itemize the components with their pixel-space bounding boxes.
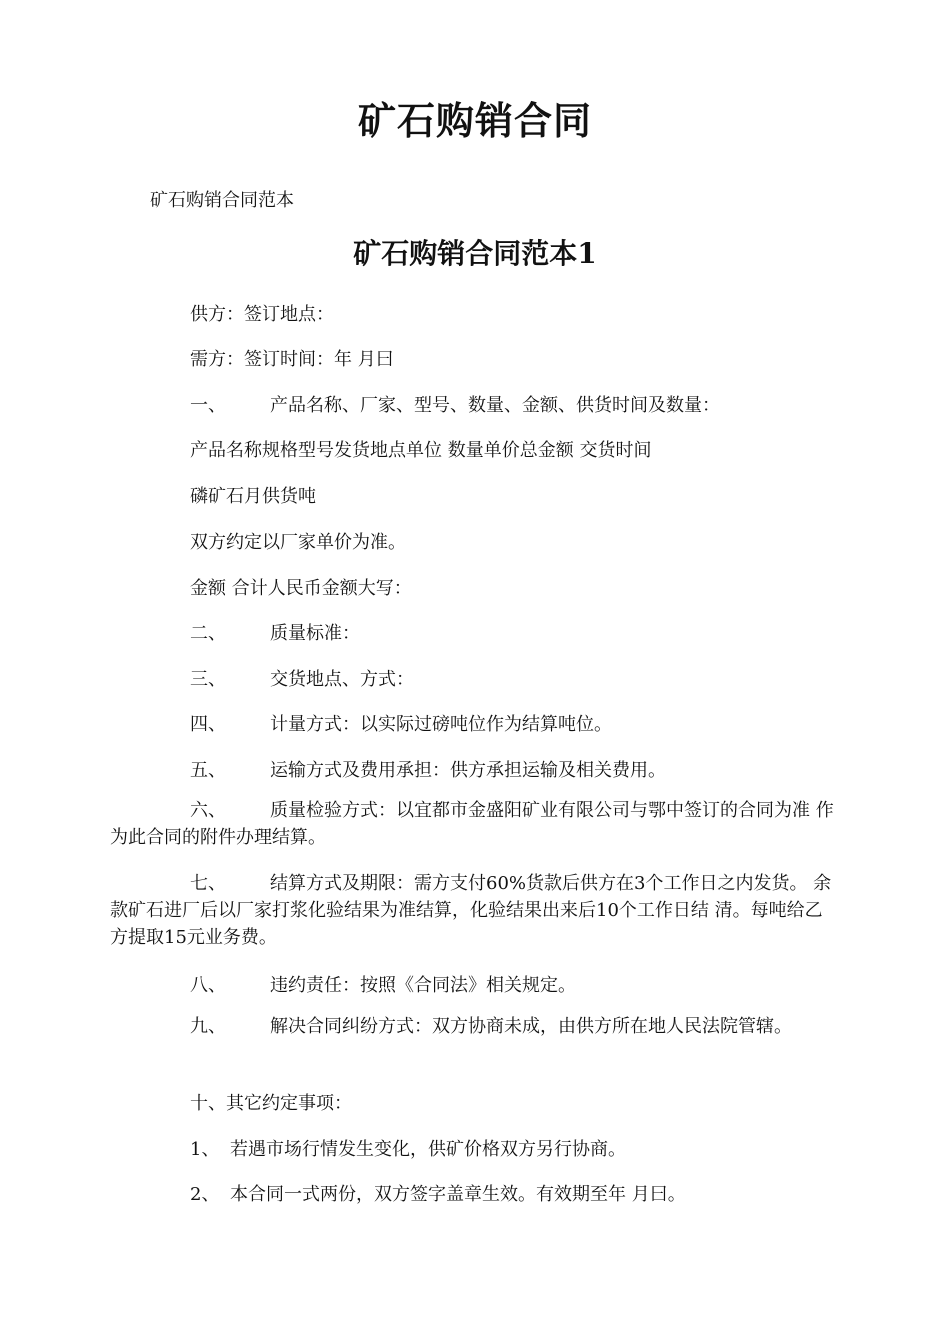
section-number: 九、 bbox=[190, 1016, 226, 1037]
section-number: 三、 bbox=[190, 669, 226, 690]
section-number: 七、 bbox=[190, 873, 226, 894]
section-text: 违约责任：按照《合同法》相关规定。 bbox=[270, 975, 576, 996]
document-note: 矿石购销合同范本 bbox=[150, 190, 294, 211]
section-2 bbox=[190, 619, 360, 645]
agree-price-line: 双方约定以厂家单价为准。 bbox=[190, 532, 406, 553]
item-2 bbox=[190, 1180, 686, 1206]
item-1 bbox=[190, 1135, 626, 1161]
section-text: 计量方式：以实际过磅吨位作为结算吨位。 bbox=[270, 714, 612, 735]
section-text: 解决合同纠纷方式：双方协商未成，由供方所在地人民法院管辖。 bbox=[270, 1016, 792, 1037]
section-4 bbox=[190, 710, 612, 736]
document-subtitle: 矿石购销合同范本1 bbox=[353, 237, 597, 270]
section-number: 四、 bbox=[190, 714, 226, 735]
document-title: 矿石购销合同 bbox=[357, 98, 592, 143]
item-number: 1、 bbox=[190, 1139, 220, 1160]
section-text: 质量标准： bbox=[270, 623, 360, 644]
section-text: 产品名称、厂家、型号、数量、金额、供货时间及数量： bbox=[270, 395, 720, 416]
item-text: 本合同一式两份，双方签字盖章生效。有效期至年 月曰。 bbox=[230, 1184, 686, 1205]
section-text: 运输方式及费用承担：供方承担运输及相关费用。 bbox=[270, 760, 666, 781]
section-number: 一、 bbox=[190, 395, 226, 416]
section-10: 十、其它约定事项： bbox=[190, 1093, 352, 1114]
table-header-line: 产品名称规格型号发货地点单位 数量单价总金额 交货时间 bbox=[190, 440, 652, 461]
section-8 bbox=[190, 971, 576, 997]
section-text: 质量检验方式：以宜都市金盛阳矿业有限公司与鄂中签订的合同为准 作为此合同的附件办理结算。 bbox=[110, 800, 834, 848]
supplier-line: 供方：签订地点： bbox=[190, 304, 334, 325]
section-1 bbox=[190, 391, 720, 417]
section-6 bbox=[110, 797, 840, 851]
section-number: 六、 bbox=[190, 800, 226, 821]
section-7 bbox=[110, 870, 840, 951]
table-row-line: 磷矿石月供货吨 bbox=[190, 486, 316, 507]
amount-line: 金额 合计人民币金额大写： bbox=[190, 578, 412, 599]
item-number: 2、 bbox=[190, 1184, 220, 1205]
section-3 bbox=[190, 665, 414, 691]
buyer-line: 需方：签订时间：年 月曰 bbox=[190, 349, 394, 370]
section-text: 结算方式及期限：需方支付60%货款后供方在3个工作日之内发货。 余款矿石进厂后以厂家打浆化验结果为准结算，化验结果出来后10个工作日结 清。每吨给乙方提取15元业务费。 bbox=[110, 873, 832, 948]
item-text: 若遇市场行情发生变化，供矿价格双方另行协商。 bbox=[230, 1139, 626, 1160]
section-5 bbox=[190, 756, 666, 782]
section-text: 交货地点、方式： bbox=[270, 669, 414, 690]
section-number: 八、 bbox=[190, 975, 226, 996]
section-number: 五、 bbox=[190, 760, 226, 781]
section-9 bbox=[190, 1013, 830, 1040]
section-number: 二、 bbox=[190, 623, 226, 644]
